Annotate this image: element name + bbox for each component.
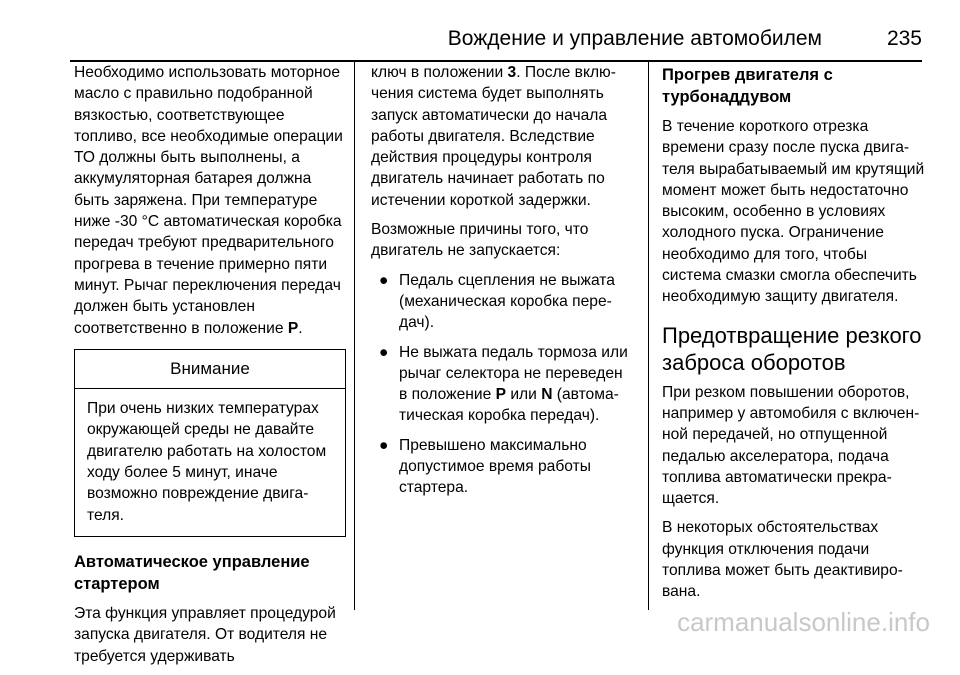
- section-heading: Автоматическое управление стартером: [74, 552, 310, 593]
- bold-text: 3: [507, 64, 517, 81]
- column-left: [74, 62, 346, 675]
- bullet-icon: ●: [379, 436, 389, 454]
- paragraph: Эта функция управляет процедурой запуска двигателя. От водителя не требуется удерживать: [74, 604, 336, 665]
- list-item: [371, 270, 635, 334]
- section-heading: Прогрев двигателя с турбонаддувом: [662, 66, 833, 106]
- warning-text: При очень низких температурах окружающей среды не давайте двигателю работать на холостом ходу более 5 минут, иначе возможно повреждение двигателя.: [87, 400, 327, 524]
- bullet-icon: ●: [379, 271, 389, 289]
- list-item-text: (автоматическая коробка передач).: [399, 386, 619, 425]
- list-item-text: или: [506, 386, 542, 404]
- list-item-text: Не выжата педаль тормоза или рычаг селектора не переведен в положение: [399, 343, 628, 404]
- column-right: [662, 62, 930, 611]
- page-title: Вождение и управление автомобилем: [447, 27, 822, 50]
- page-number: 235: [886, 27, 922, 50]
- paragraph-text: Необходимо использовать моторное масло с правильно подобранной вязкостью, соответствующее топливо, все необходимые операции ТО должны быть выполнены, а аккумуляторная батарея должна быть заряжена. При температуре ниже -30 °C автоматическая коробка передач требуют предварительного прогрева в течение примерно пяти минут. Рычаг переключения передач должен быть установлен соответственно в положение: [74, 64, 343, 337]
- paragraph-text: ключ в положении: [371, 64, 508, 81]
- column-divider: [648, 62, 649, 610]
- column-divider: [354, 62, 355, 610]
- paragraph: [74, 62, 346, 339]
- list-item: [371, 342, 635, 427]
- paragraph: Возможные причины того, что двигатель не запускается:: [371, 221, 589, 260]
- bold-text: N: [541, 386, 553, 404]
- bullet-list: [371, 270, 635, 499]
- section-heading: Предотвращение резкого заброса оборотов: [662, 322, 922, 375]
- paragraph: При резком повышении оборотов, например у автомобиля с включенной передачей, но отпущенной педалью акселератора, подача топлива автоматически прекращается.: [662, 383, 920, 508]
- bullet-icon: ●: [379, 343, 389, 361]
- paragraph-text: . После включения система будет выполнять запуск автоматически до начала работы двигателя. Вследствие действия процедуры контроля двигатель начинает работать по истечении короткой задержки.: [371, 64, 616, 209]
- paragraph: В течение короткого отрезка времени сразу после пуска двигателя вырабатываемый им крутящий момент может быть недостаточно высоким, особенно в условиях холодного пуска. Ограничение необходимо для того, чтобы система смазки смогла обеспечить необходимую защиту двигателя.: [662, 118, 925, 306]
- warning-title: Внимание: [75, 350, 345, 389]
- list-item-text: Превышено максимально допустимое время работы стартера.: [399, 436, 591, 497]
- bold-text: P: [495, 386, 506, 404]
- list-item: [371, 435, 635, 499]
- bold-text: P: [287, 319, 299, 337]
- column-middle: [371, 62, 635, 507]
- watermark: carmanualsonline.info: [677, 607, 930, 637]
- paragraph: [371, 62, 635, 211]
- warning-box: [74, 349, 346, 537]
- paragraph-text: .: [298, 319, 303, 337]
- page-header: [70, 16, 922, 62]
- list-item-text: Педаль сцепления не выжата (механическая коробка передач).: [399, 271, 615, 332]
- paragraph: В некоторых обстоятельствах функция отключения подачи топлива может быть деактивирована.: [662, 519, 903, 601]
